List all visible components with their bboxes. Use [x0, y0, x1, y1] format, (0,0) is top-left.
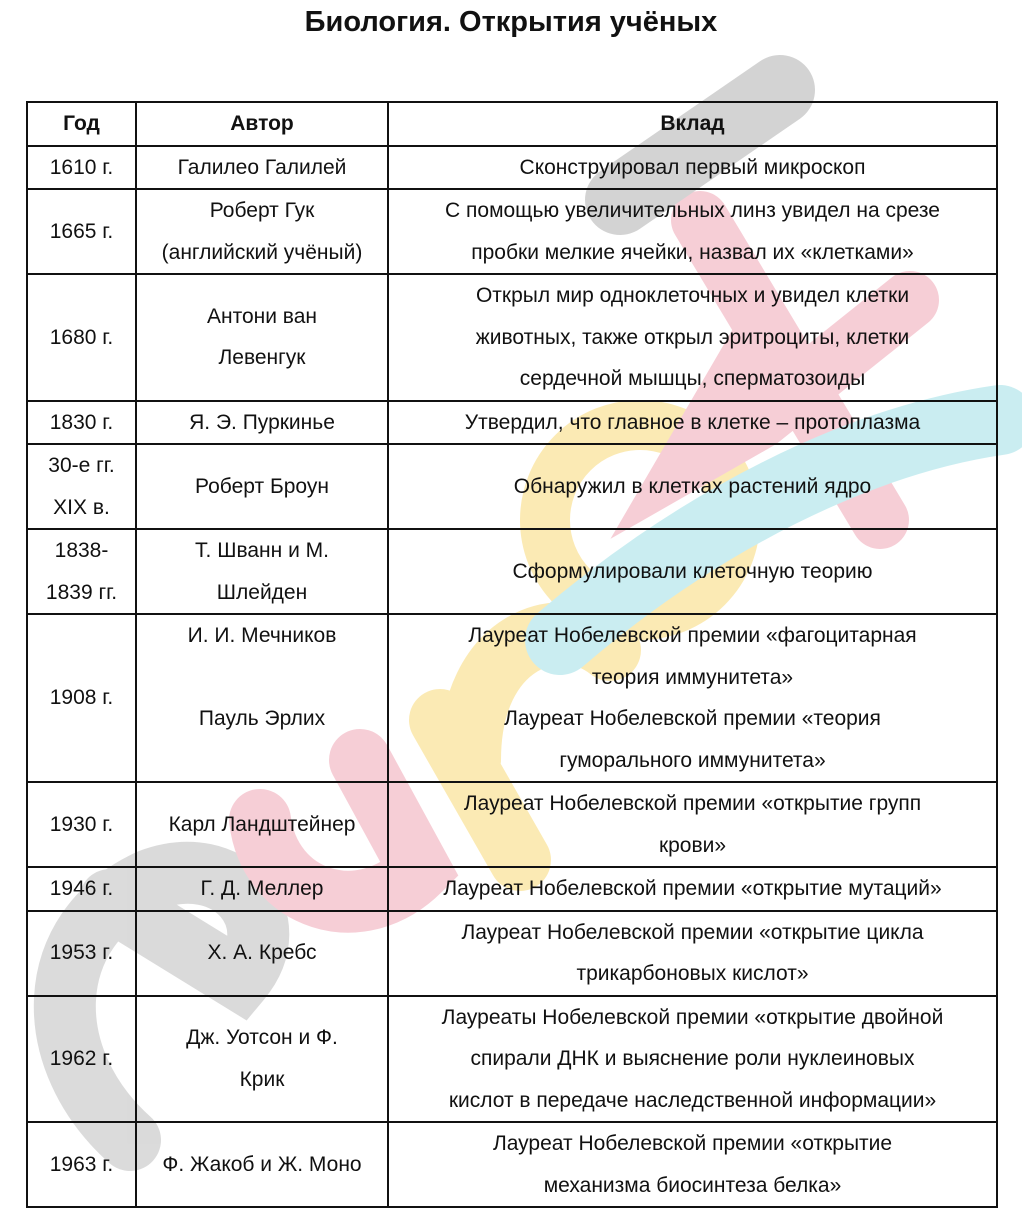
year-cell-line: 1839 гг. [45, 580, 118, 604]
table-row [27, 274, 997, 401]
author-cell-line [141, 657, 383, 699]
author-cell [136, 1122, 388, 1207]
author-cell [136, 996, 388, 1123]
year-cell [27, 614, 136, 782]
year-cell [27, 444, 136, 529]
contribution-cell-line: механизма биосинтеза белка» [543, 1173, 842, 1197]
author-cell-line: Ф. Жакоб и Ж. Моно [162, 1152, 362, 1176]
contribution-cell [388, 1122, 997, 1207]
author-cell-line: Роберт Гук [209, 199, 315, 222]
year-cell-line: 1953 г. [49, 941, 114, 965]
year-cell-line: 1908 г. [49, 686, 114, 710]
author-cell [136, 867, 388, 911]
contribution-cell-line: Лауреат Нобелевской премии «открытие цикла [461, 920, 924, 944]
year-cell [27, 1122, 136, 1207]
author-cell [136, 146, 388, 190]
table-row [27, 189, 997, 274]
header-year: Год [27, 102, 136, 146]
year-cell-line: 1946 г. [49, 877, 114, 900]
contribution-cell [388, 867, 997, 911]
year-cell-line: 1962 г. [49, 1047, 114, 1070]
contribution-cell [388, 529, 997, 614]
year-cell-line: 1610 г. [49, 155, 114, 179]
table-row [27, 614, 997, 782]
page-title: Биология. Открытия учёных [304, 6, 718, 38]
table-row [27, 782, 997, 867]
contribution-cell-line: спирали ДНК и выяснение роли нуклеиновых [470, 1047, 915, 1070]
table-row [27, 146, 997, 190]
year-cell-line: 1680 г. [49, 325, 114, 349]
contribution-cell-line: Лауреат Нобелевской премии «открытие групп [463, 792, 922, 815]
author-cell-line: Х. А. Кребс [207, 941, 317, 965]
year-cell-line: XIX в. [53, 495, 110, 519]
contribution-cell-line: пробки мелкие ячейки, назвал их «клетками» [471, 240, 914, 264]
discoveries-table [26, 101, 998, 1208]
contribution-cell-line: животных, также открыл эритроциты, клетки [475, 325, 910, 349]
contribution-cell-line: Сконструировал первый микроскоп [519, 155, 866, 179]
author-cell [136, 529, 388, 614]
contribution-cell [388, 614, 997, 782]
contribution-cell-line: Обнаружил в клетках растений ядро [513, 474, 872, 498]
author-cell-line: Г. Д. Меллер [200, 877, 324, 900]
contribution-cell-line: Лауреат Нобелевской премии «открытие мутаций» [443, 877, 942, 900]
author-cell-line: Роберт Броун [195, 474, 329, 498]
header-author: Автор [136, 102, 388, 146]
author-cell-line: Я. Э. Пуркинье [189, 410, 335, 434]
author-cell-line: Карл Ландштейнер [168, 812, 356, 836]
author-cell-line: Дж. Уотсон и Ф. [186, 1026, 338, 1050]
table-header-row [27, 102, 997, 146]
table-row [27, 444, 997, 529]
table-row [27, 1122, 997, 1207]
table-row [27, 867, 997, 911]
contribution-cell-line: гуморального иммунитета» [559, 748, 826, 772]
year-cell [27, 274, 136, 401]
table-row [27, 529, 997, 614]
author-cell [136, 911, 388, 996]
author-cell-line: Пауль Эрлих [198, 707, 326, 730]
contribution-cell-line: Лауреаты Нобелевской премии «открытие двойной [441, 1005, 944, 1029]
author-cell [136, 401, 388, 445]
contribution-cell-line: кислот в передаче наследственной информации» [448, 1088, 937, 1112]
year-cell [27, 867, 136, 911]
header-contribution: Вклад [388, 102, 997, 146]
contribution-cell-line: крови» [658, 833, 727, 857]
author-cell-line: Галилео Галилей [177, 155, 347, 179]
year-cell [27, 146, 136, 190]
year-cell-line: 1665 г. [49, 219, 114, 243]
author-cell [136, 614, 388, 782]
contribution-cell [388, 444, 997, 529]
year-cell-line: 1830 г. [49, 410, 114, 434]
contribution-cell-line: Открыл мир одноклеточных и увидел клетки [475, 284, 910, 307]
author-cell-line: И. И. Мечников [187, 624, 337, 647]
table-row [27, 911, 997, 996]
year-cell [27, 189, 136, 274]
contribution-cell [388, 274, 997, 401]
author-cell-line: Т. Шванн и М. [195, 539, 329, 562]
contribution-cell-line: Утвердил, что главное в клетке – протоплазма [464, 410, 921, 434]
year-cell-line: 1963 г. [49, 1152, 114, 1176]
table-row [27, 401, 997, 445]
year-cell-line: 30-е гг. [48, 454, 115, 477]
author-cell-line: Шлейден [216, 580, 308, 604]
contribution-cell-line: сердечной мышцы, сперматозоиды [519, 367, 866, 390]
author-cell [136, 274, 388, 401]
author-cell-line: Левенгук [218, 346, 306, 370]
author-cell [136, 444, 388, 529]
author-cell-line [141, 740, 383, 782]
year-cell-line: 1838- [54, 539, 109, 562]
contribution-cell-line: теория иммунитета» [591, 665, 794, 689]
contribution-cell-line: Лауреат Нобелевской премии «открытие [492, 1132, 893, 1155]
year-cell [27, 996, 136, 1123]
table-row [27, 996, 997, 1123]
contribution-cell-line: Лауреат Нобелевской премии «теория [504, 707, 881, 730]
author-cell-line: Крик [239, 1067, 285, 1091]
contribution-cell [388, 996, 997, 1123]
author-cell [136, 782, 388, 867]
contribution-cell [388, 911, 997, 996]
author-cell-line: (английский учёный) [161, 240, 363, 264]
contribution-cell [388, 401, 997, 445]
contribution-cell [388, 782, 997, 867]
contribution-cell [388, 146, 997, 190]
contribution-cell-line: Лауреат Нобелевской премии «фагоцитарная [468, 624, 917, 647]
contribution-cell-line: Сформулировали клеточную теорию [512, 559, 873, 583]
author-cell [136, 189, 388, 274]
contribution-cell-line: трикарбоновых кислот» [576, 962, 809, 985]
contribution-cell-line: С помощью увеличительных линз увидел на срезе [445, 199, 940, 222]
author-cell-line: Антони ван [206, 304, 318, 328]
year-cell [27, 911, 136, 996]
contribution-cell [388, 189, 997, 274]
year-cell-line: 1930 г. [49, 812, 114, 836]
year-cell [27, 782, 136, 867]
year-cell [27, 401, 136, 445]
year-cell [27, 529, 136, 614]
